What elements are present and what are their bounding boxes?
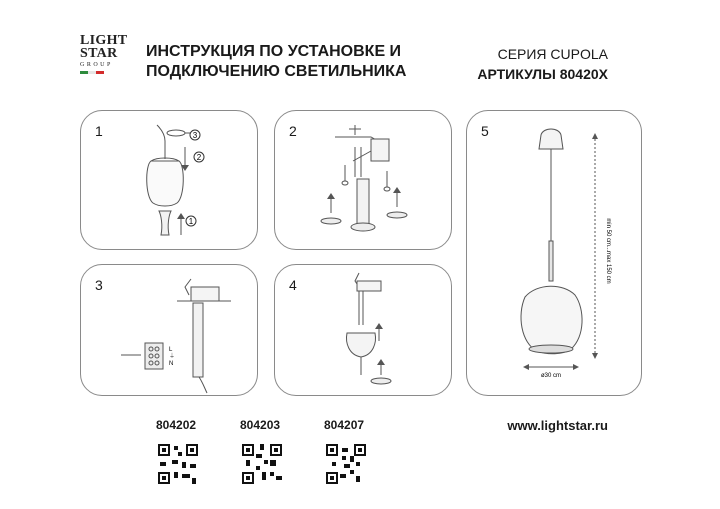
article-numbers: АРТИКУЛЫ 80420X	[477, 66, 608, 82]
title-line-1: ИНСТРУКЦИЯ ПО УСТАНОВКЕ И	[146, 43, 402, 60]
marker-3: 3	[192, 131, 198, 140]
article-code-block	[156, 418, 240, 491]
step-4-illustration	[275, 265, 451, 395]
step-number: 2	[289, 123, 297, 139]
article-code-block	[324, 418, 408, 491]
article-code-label: 804203	[240, 418, 281, 432]
step-3-panel	[80, 264, 258, 396]
step-4-panel	[274, 264, 452, 396]
logo-line-3: GROUP	[80, 62, 113, 68]
terminal-n: N	[169, 361, 174, 367]
logo-line-2: STAR	[80, 46, 118, 61]
article-code-label: 804207	[324, 418, 365, 432]
step-number: 1	[95, 123, 103, 139]
step-3-illustration	[81, 265, 257, 395]
brand-logo	[80, 34, 126, 90]
step-1-panel	[80, 110, 258, 250]
series-name: СЕРИЯ CUPOLA	[497, 46, 608, 62]
diameter-label: ø30 cm	[540, 373, 562, 379]
series-info	[477, 44, 608, 84]
step-5-dimension-drawing	[467, 111, 641, 395]
website-link[interactable]: www.lightstar.ru	[507, 418, 608, 433]
qr-code-icon[interactable]	[240, 442, 284, 486]
qr-code-icon[interactable]	[156, 442, 200, 486]
terminal-earth: ⏚	[169, 354, 176, 360]
step-2-panel	[274, 110, 452, 250]
marker-1: 1	[188, 217, 194, 226]
step-5-panel	[466, 110, 642, 396]
qr-code-icon[interactable]	[324, 442, 368, 486]
article-codes	[156, 418, 408, 491]
logo-line-1: LIGHT	[80, 33, 128, 48]
length-label: min 50 cm...max 150 cm	[605, 218, 611, 284]
step-2-illustration	[275, 111, 451, 249]
terminal-l: L	[169, 347, 173, 353]
step-number: 5	[481, 123, 489, 139]
article-code-block	[240, 418, 324, 491]
logo-flag-stripes	[80, 71, 104, 74]
document-title	[146, 42, 406, 82]
article-code-label: 804202	[156, 418, 197, 432]
step-1-illustration	[81, 111, 257, 249]
step-number: 4	[289, 277, 297, 293]
step-number: 3	[95, 277, 103, 293]
marker-2: 2	[196, 153, 202, 162]
title-line-2: ПОДКЛЮЧЕНИЮ СВЕТИЛЬНИКА	[146, 63, 407, 80]
